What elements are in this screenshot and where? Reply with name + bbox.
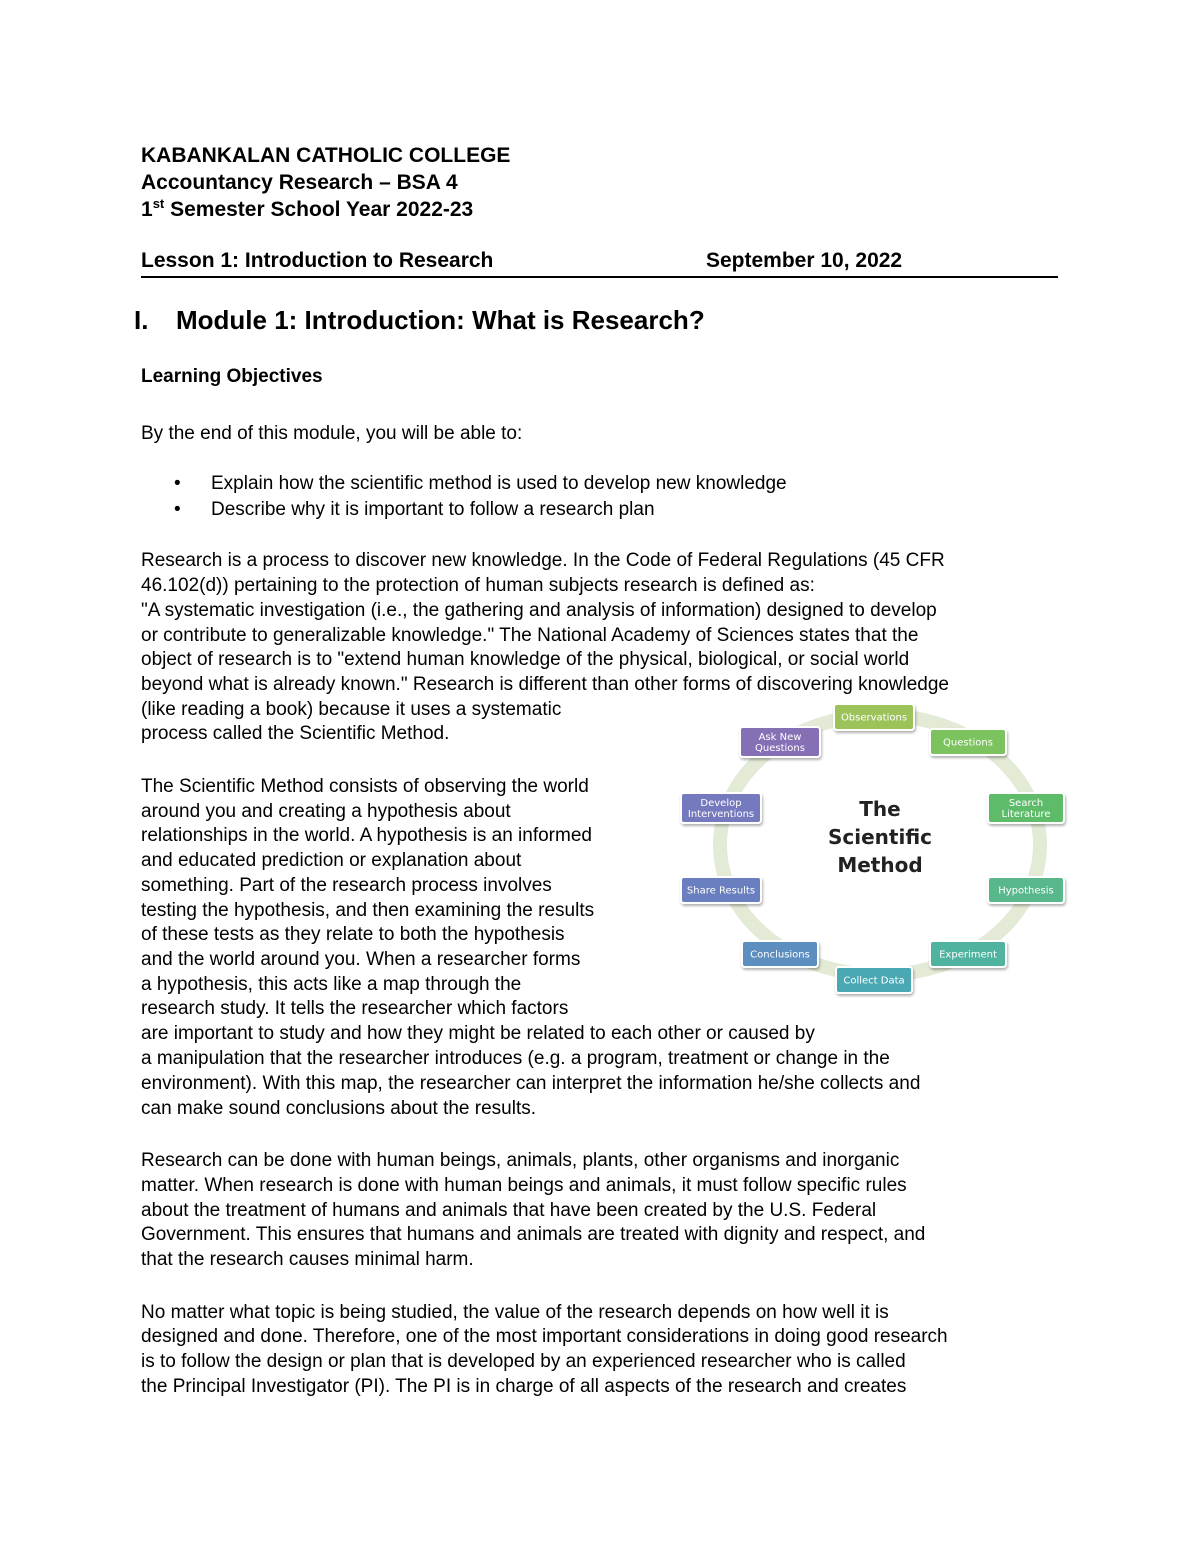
diagram-step [930, 729, 1006, 755]
diagram-step [988, 793, 1064, 823]
step-label: Interventions [687, 809, 755, 820]
paragraph-line: Government. This ensures that humans and animals are treated with dignity and respect, and [141, 1224, 926, 1245]
paragraph-line: or contribute to generalizable knowledge." The National Academy of Sciences states that the [141, 625, 919, 646]
paragraph-line: Research is a process to discover new knowledge. In the Code of Federal Regulations (45 CFR [141, 550, 945, 571]
semester-suffix: st [152, 196, 165, 211]
paragraph-line: The Scientific Method consists of observing the world [141, 776, 589, 797]
diagram-title-line: The [859, 797, 901, 821]
paragraph-line: Research can be done with human beings, animals, plants, other organisms and inorganic [141, 1150, 900, 1171]
paragraph-line: object of research is to "extend human knowledge of the physical, biological, or social world [141, 649, 910, 670]
paragraph-line: a hypothesis, this acts like a map through the [141, 974, 522, 995]
scientific-method-diagram [676, 698, 1076, 998]
step-label: Develop [700, 798, 742, 809]
diagram-step [681, 793, 761, 823]
lesson-header [141, 248, 1058, 278]
paragraph-line: and educated prediction or explanation about [141, 850, 522, 871]
lesson-title: Lesson 1: Introduction to Research [141, 249, 494, 272]
paragraph-line: designed and done. Therefore, one of the most important considerations in doing good research [141, 1326, 948, 1347]
paragraph-line: can make sound conclusions about the results. [141, 1098, 537, 1119]
paragraph-line: something. Part of the research process involves [141, 875, 552, 896]
paragraph-line: 46.102(d)) pertaining to the protection of human subjects research is defined as: [141, 575, 815, 596]
learning-objectives-heading: Learning Objectives [141, 366, 323, 387]
module-heading [134, 304, 705, 336]
step-label: Ask New [758, 732, 802, 743]
paragraph-line: beyond what is already known." Research is different than other forms of discovering knowledge [141, 674, 950, 695]
paragraph-line: around you and creating a hypothesis about [141, 801, 511, 822]
paragraph-line: about the treatment of humans and animals that have been created by the U.S. Federal [141, 1200, 877, 1221]
semester-number: 1 [141, 198, 153, 221]
step-label: Literature [1001, 809, 1051, 820]
paragraph-line: process called the Scientific Method. [141, 723, 450, 744]
diagram-step [836, 967, 912, 993]
objectives-intro: By the end of this module, you will be able to: [141, 423, 523, 444]
diagram-step [742, 941, 818, 967]
module-title: Module 1: Introduction: What is Research? [176, 305, 705, 335]
diagram-step [988, 877, 1064, 903]
step-label: Experiment [939, 949, 997, 961]
lesson-date: September 10, 2022 [706, 249, 903, 272]
paragraph-line: the Principal Investigator (PI). The PI is in charge of all aspects of the research and creates [141, 1376, 907, 1397]
paragraph-line: research study. It tells the researcher which factors [141, 998, 569, 1019]
paragraph-line: that the research causes minimal harm. [141, 1249, 474, 1270]
paragraph-line: is to follow the design or plan that is developed by an experienced researcher who is called [141, 1351, 906, 1372]
diagram-title-line: Method [837, 853, 923, 877]
step-label: Share Results [686, 885, 756, 897]
paragraph-line: matter. When research is done with human beings and animals, it must follow specific rules [141, 1175, 907, 1196]
objectives-list [172, 471, 787, 523]
semester-text: Semester School Year 2022-23 [164, 198, 474, 221]
paragraph-line: relationships in the world. A hypothesis is an informed [141, 825, 592, 846]
diagram-step [681, 877, 761, 903]
step-label: Conclusions [750, 949, 810, 961]
paragraph-line: and the world around you. When a researcher forms [141, 949, 581, 970]
list-item: • Explain how the scientific method is used to develop new knowledge [172, 471, 787, 497]
step-label: Hypothesis [998, 885, 1054, 897]
semester-line [141, 197, 473, 223]
paragraph-line: No matter what topic is being studied, the value of the research depends on how well it is [141, 1302, 889, 1323]
diagram-step [834, 704, 914, 730]
list-item: • Describe why it is important to follow a research plan [172, 497, 787, 523]
college-name: KABANKALAN CATHOLIC COLLEGE [141, 144, 511, 167]
step-label: Questions [755, 743, 805, 754]
paragraph-line: testing the hypothesis, and then examining the results [141, 900, 595, 921]
diagram-title-line: Scientific [827, 825, 933, 849]
module-number: I. [134, 305, 149, 335]
step-label: Observations [840, 712, 908, 724]
paragraph-line: are important to study and how they might be related to each other or caused by [141, 1023, 815, 1044]
course-title: Accountancy Research – BSA 4 [141, 171, 458, 194]
diagram-step [930, 941, 1006, 967]
diagram-step [740, 727, 820, 757]
paragraph-line: environment). With this map, the researcher can interpret the information he/she collects and [141, 1073, 921, 1094]
bullet-icon: • [174, 499, 181, 520]
bullet-icon: • [174, 473, 181, 494]
paragraph-line: of these tests as they relate to both the hypothesis [141, 924, 565, 945]
step-label: Collect Data [843, 975, 905, 987]
step-label: Search [1008, 798, 1044, 809]
step-label: Questions [943, 737, 993, 749]
paragraph-line: a manipulation that the researcher introduces (e.g. a program, treatment or change in the [141, 1048, 890, 1069]
paragraph-line: "A systematic investigation (i.e., the gathering and analysis of information) designed to develop [141, 600, 937, 621]
paragraph-line: (like reading a book) because it uses a systematic [141, 699, 562, 720]
